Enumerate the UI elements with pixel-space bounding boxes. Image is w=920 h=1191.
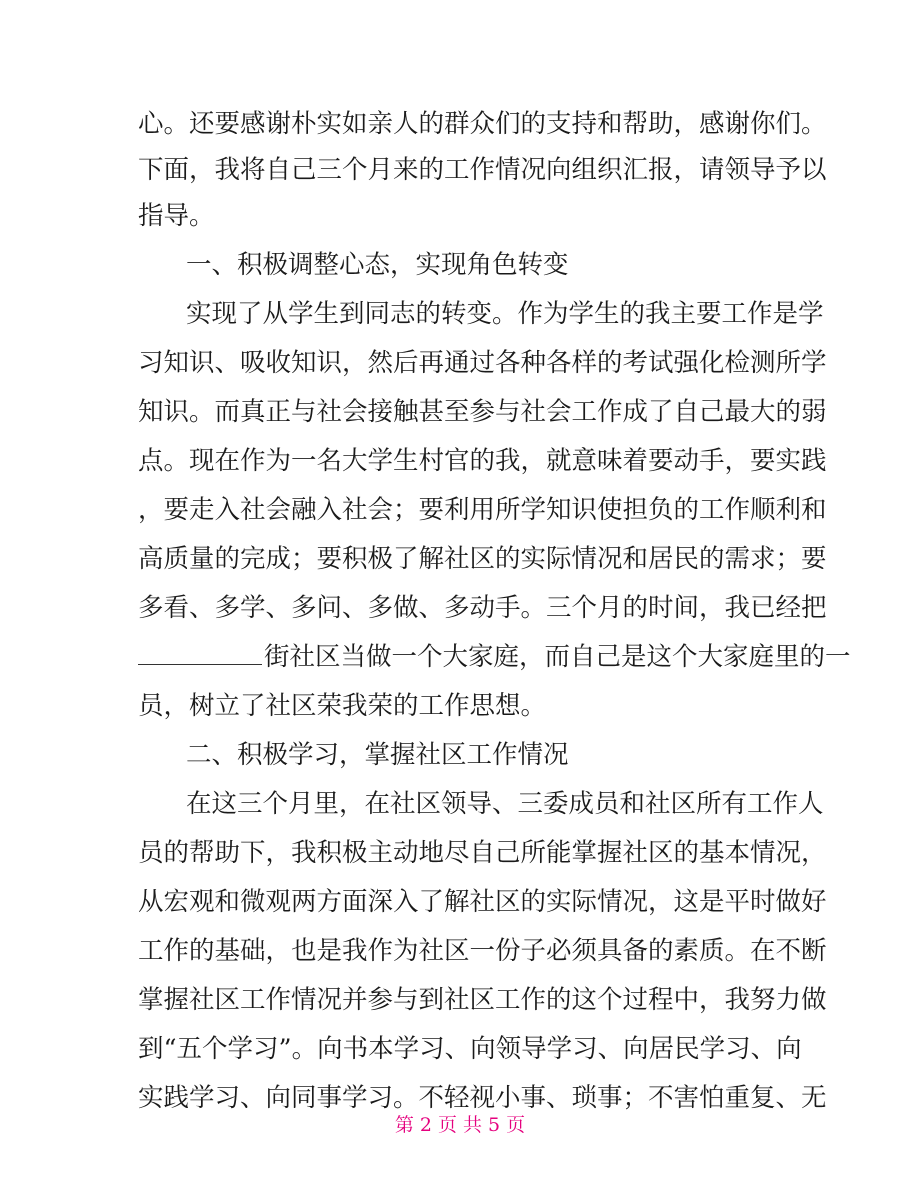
paragraph-line-with-blank <box>138 634 851 680</box>
fill-in-blank <box>138 638 262 665</box>
paragraph-line: 实践学习、向同事学习。不轻视小事、琐事；不害怕重复、无 <box>138 1083 827 1113</box>
page-number-footer: 第 2 页 共 5 页 <box>394 1114 526 1136</box>
paragraph-line: 从宏观和微观两方面深入了解社区的实际情况，这是平时做好 <box>138 887 827 917</box>
paragraph-line: 知识。而真正与社会接触甚至参与社会工作成了自己最大的弱 <box>138 397 827 427</box>
section-heading: 二、积极学习，掌握社区工作情况 <box>186 740 569 770</box>
paragraph-line: 实现了从学生到同志的转变。作为学生的我主要工作是学 <box>186 299 824 329</box>
paragraph-line: 下面，我将自己三个月来的工作情况向组织汇报，请领导予以 <box>138 155 827 185</box>
paragraph-line: 心。还要感谢朴实如亲人的群众们的支持和帮助，感谢你们。 <box>138 109 827 139</box>
paragraph-line: 高质量的完成；要积极了解社区的实际情况和居民的需求；要 <box>138 544 827 574</box>
section-heading: 一、积极调整心态，实现角色转变 <box>186 250 569 280</box>
paragraph-line: 员的帮助下，我积极主动地尽自己所能掌握社区的基本情况， <box>138 838 827 868</box>
paragraph-line: 指导。 <box>138 201 215 231</box>
paragraph-line: 工作的基础，也是我作为社区一份子必须具备的素质。在不断 <box>138 936 827 966</box>
paragraph-line: 掌握社区工作情况并参与到社区工作的这个过程中，我努力做 <box>138 985 827 1015</box>
paragraph-line: 多看、多学、多问、多做、多动手。三个月的时间，我已经把 <box>138 593 827 623</box>
paragraph-line: 习知识、吸收知识，然后再通过各种各样的考试强化检测所学 <box>138 348 827 378</box>
paragraph-line: 在这三个月里，在社区领导、三委成员和社区所有工作人 <box>186 789 824 819</box>
paragraph-line: 到“五个学习”。向书本学习、向领导学习、向居民学习、向 <box>138 1034 802 1064</box>
paragraph-line: 点。现在作为一名大学生村官的我，就意味着要动手，要实践 <box>138 446 827 476</box>
paragraph-line-text: 街社区当做一个大家庭，而自己是这个大家庭里的一 <box>264 642 851 672</box>
paragraph-line: 员，树立了社区荣我荣的工作思想。 <box>138 691 547 721</box>
paragraph-line: ，要走入社会融入社会；要利用所学知识使担负的工作顺利和 <box>138 495 827 525</box>
